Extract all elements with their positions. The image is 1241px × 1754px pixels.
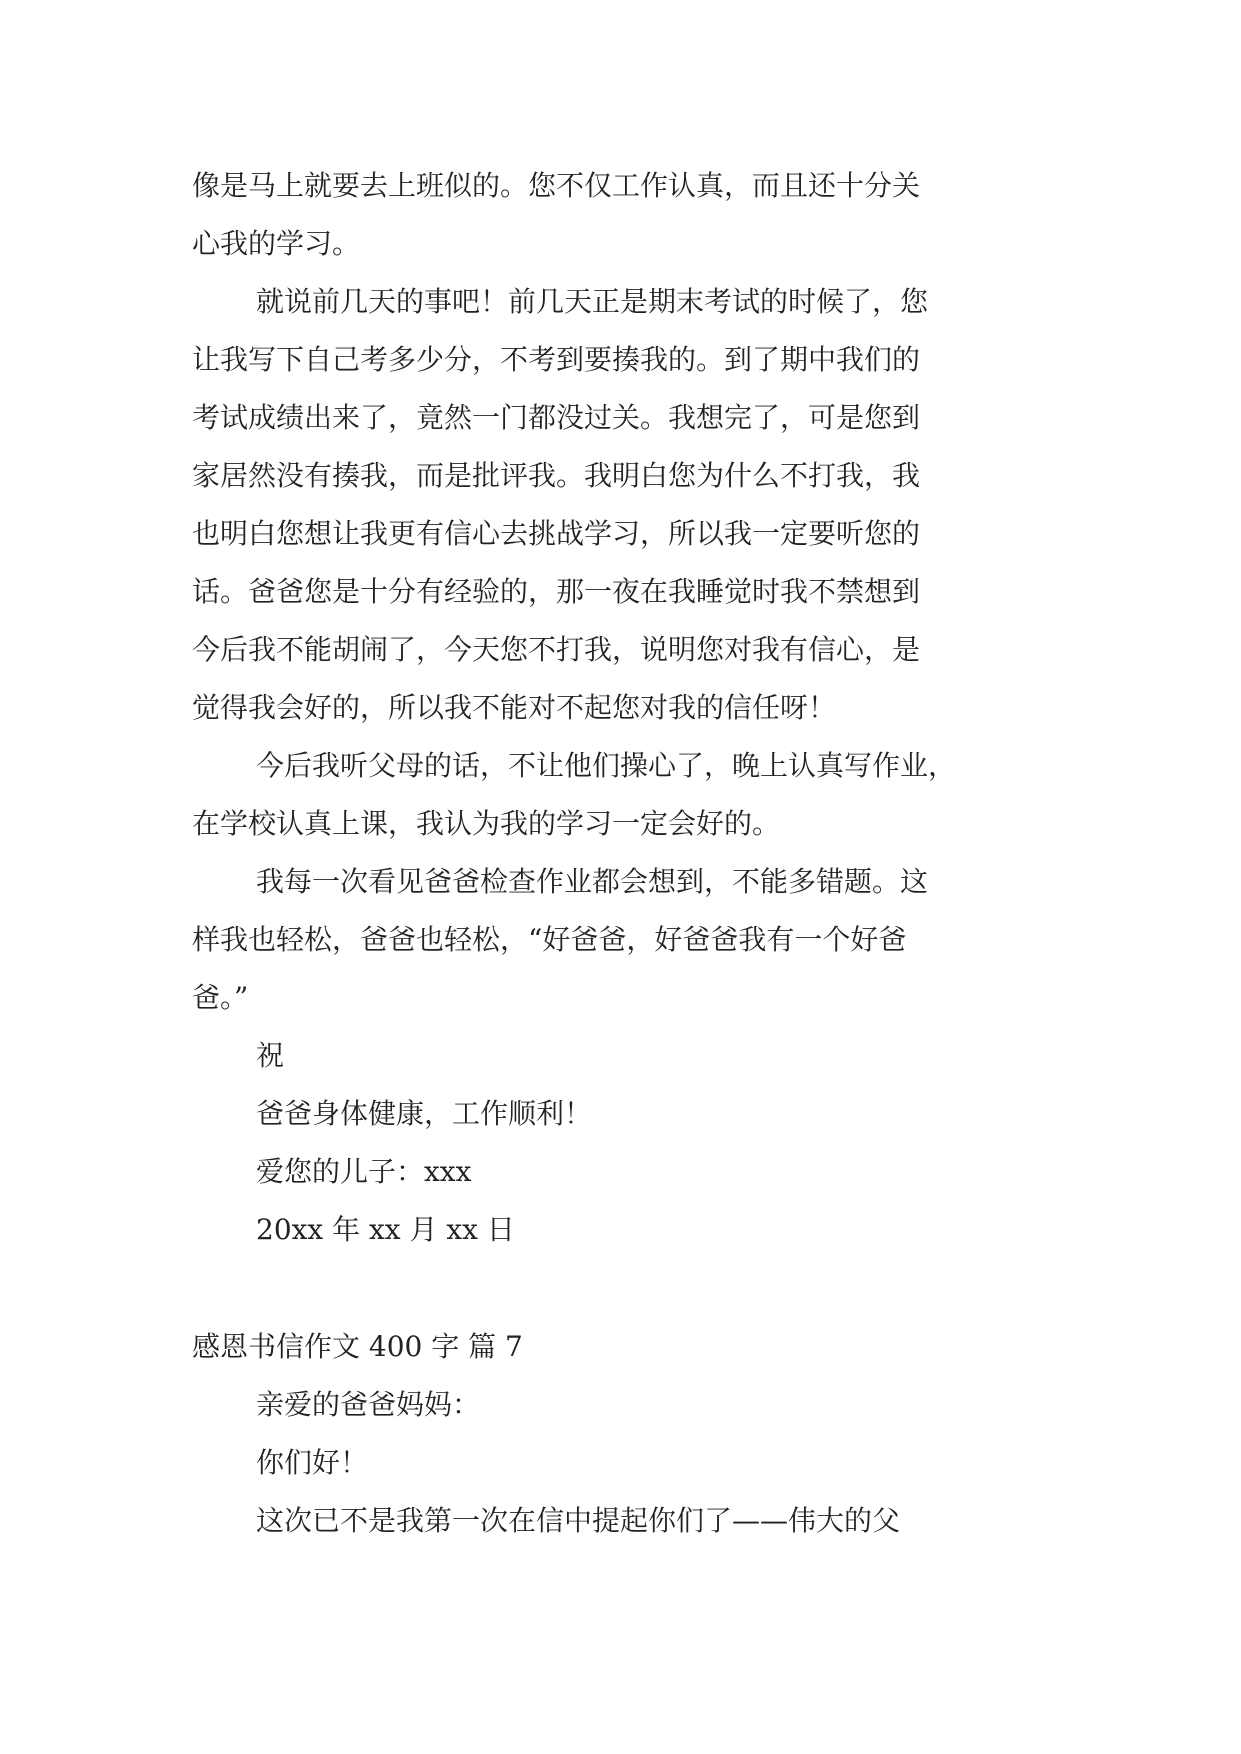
paragraph-line: 考试成绩出来了，竟然一门都没过关。我想完了，可是您到 [192, 401, 921, 434]
paragraph-line: 样我也轻松，爸爸也轻松，“好爸爸，好爸爸我有一个好爸 [192, 923, 907, 956]
greeting: 你们好！ [256, 1446, 369, 1479]
letter-date: 20xx 年 xx 月 xx 日 [256, 1213, 515, 1246]
signature: 爱您的儿子：xxx [256, 1155, 472, 1188]
paragraph-line: 在学校认真上课，我认为我的学习一定会好的。 [192, 807, 781, 840]
paragraph-line: 这次已不是我第一次在信中提起你们了——伟大的父 [256, 1504, 901, 1537]
salutation: 亲爱的爸爸妈妈： [256, 1388, 481, 1421]
paragraph-line: 让我写下自己考多少分，不考到要揍我的。到了期中我们的 [192, 343, 921, 376]
paragraph-line: 今后我听父母的话，不让他们操心了，晚上认真写作业， [256, 749, 957, 782]
closing-wish-text: 爸爸身体健康，工作顺利！ [256, 1097, 593, 1130]
paragraph-line: 今后我不能胡闹了，今天您不打我，说明您对我有信心，是 [192, 633, 921, 666]
paragraph-line: 话。爸爸您是十分有经验的，那一夜在我睡觉时我不禁想到 [192, 575, 921, 608]
paragraph-line: 就说前几天的事吧！前几天正是期末考试的时候了，您 [256, 285, 929, 318]
paragraph-line: 觉得我会好的，所以我不能对不起您对我的信任呀！ [192, 691, 837, 724]
paragraph-line: 我每一次看见爸爸检查作业都会想到，不能多错题。这 [256, 865, 929, 898]
closing-wish: 祝 [256, 1039, 285, 1072]
paragraph-line: 家居然没有揍我，而是批评我。我明白您为什么不打我，我 [192, 459, 921, 492]
paragraph-line: 也明白您想让我更有信心去挑战学习，所以我一定要听您的 [192, 517, 921, 550]
paragraph-line: 心我的学习。 [192, 227, 361, 260]
paragraph-line: 爸。” [192, 981, 249, 1014]
paragraph-line: 像是马上就要去上班似的。您不仅工作认真，而且还十分关 [192, 169, 921, 202]
section-heading: 感恩书信作文 400 字 篇 7 [192, 1330, 523, 1363]
